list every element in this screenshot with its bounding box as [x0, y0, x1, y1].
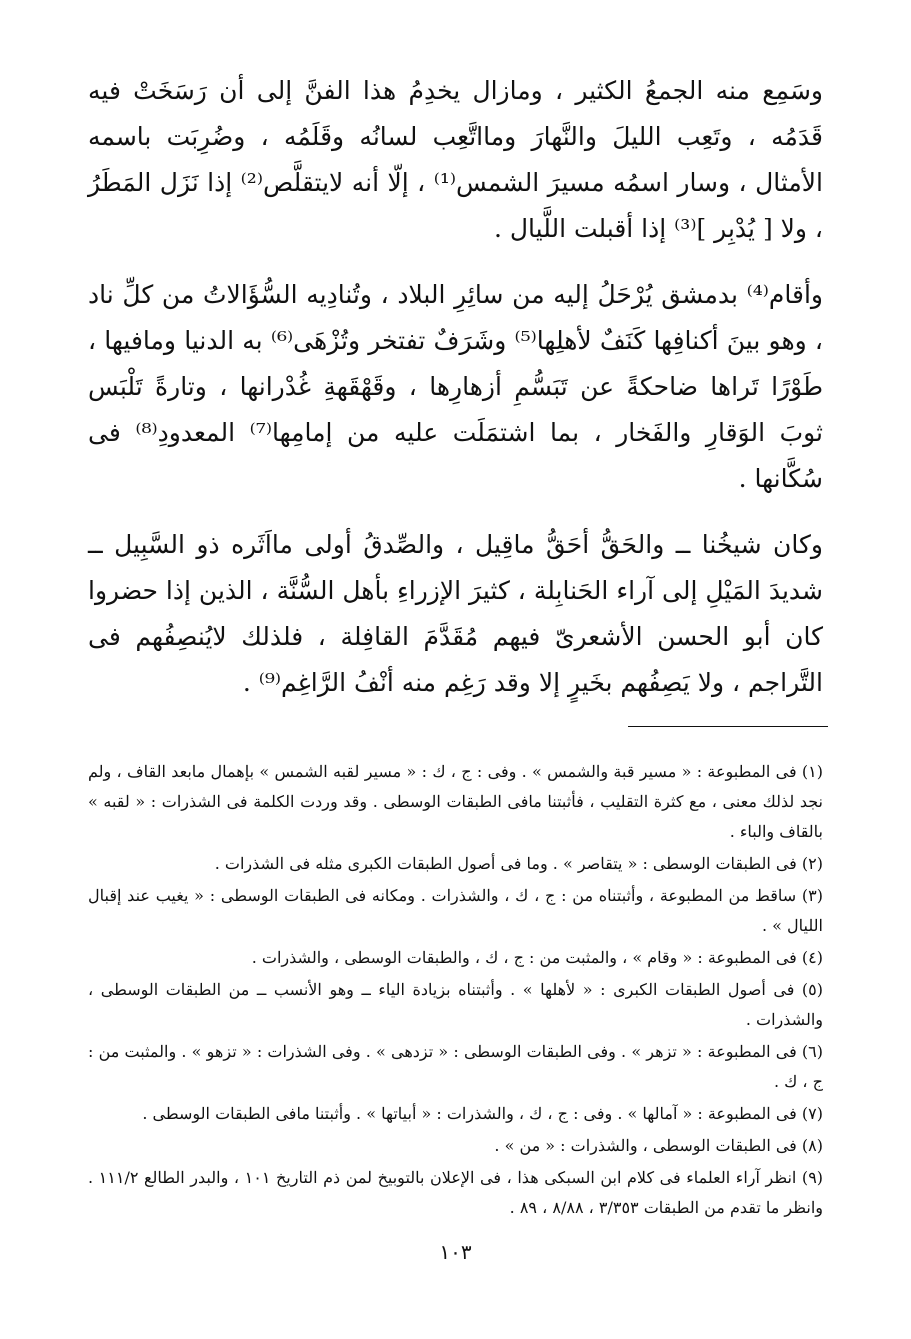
footnote-5: (٥) فى أصول الطبقات الكبرى : « لأهلها » . وأثبتناه بزيادة الياء ــ وهو الأنسب ــ من الطبقات الوسطى ، والشذرات .: [88, 980, 823, 1029]
main-text: [88, 68, 823, 706]
paragraph-2: وأقام⁽⁴⁾ بدمشق يُرْحَلُ إليه من سائِرِ البلاد ، وتُنادِيه السُّؤَالاتُ من كلِّ ناد ، وهو بينَ أكنافِها كَنَفٌ لأهلِها⁽⁵⁾ وشَرَفٌ تفتخر وتُزْهَى⁽⁶⁾ به الدنيا ومافيها ، طَوْرًا تَراها ضاحكةً عن تَبَسُّمِ أزهارِها ، وقَهْقَهةِ غُدْرانها ، وتارةً تَلْبَس ثوبَ الوَقارِ والفَخار ، بما اشتمَلَت عليه من إمامِها⁽⁷⁾ المعدودِ⁽⁸⁾ فى سُكَّانها .: [88, 280, 824, 493]
footnote-separator-wrap: [88, 726, 823, 727]
footnote-2: (٢) فى الطبقات الوسطى : « يتقاصر » . وما فى أصول الطبقات الكبرى مثله فى الشذرات .: [214, 854, 823, 873]
footnote-7: (٧) فى المطبوعة : « آمالها » . وفى : ج ، ك ، والشذرات : « أبياتها » . وأثبتنا مافى الطبقات الوسطى .: [142, 1104, 823, 1123]
paragraph-1: وسَمِع منه الجمعُ الكثير ، ومازال يخدِمُ هذا الفنَّ إلى أن رَسَخَتْ فيه قَدَمُه ، وتَعِب الليلَ والنَّهارَ ومااتَّعِب لسانُه وقَلَمُه ، وضُرِبَت باسمه الأمثال ، وسار اسمُه مسيرَ الشمس⁽¹⁾ ، إلّا أنه لايتقلَّص⁽²⁾ إذا نَزَل المَطَرُ ، ولا [ يُدْبِر ]⁽³⁾ إذا أقبلت اللَّيال .: [88, 76, 823, 243]
page-number: ١٠٣: [439, 1240, 472, 1264]
paragraph-3: وكان شيخُنا ــ والحَقُّ أحَقُّ ماقِيل ، والصِّدقُ أولى مااَثَره ذو السَّبِيل ــ شديدَ المَيْلِ إلى آراء الحَنابِلة ، كثيرَ الإزراءِ بأهل السُّنَّة ، الذين إذا حضروا كان أبو الحسن الأشعرىّ فيهم مُقَدَّمَ القافِلة ، فلذلك لايُنصِفُهم فى التَّراجم ، ولا يَصِفُهم بخَيرٍ إلا وقد رَغِم منه أنْفُ الرَّاغِم⁽⁹⁾ .: [88, 530, 823, 697]
footnote-9: (٩) انظر آراء العلماء فى كلام ابن السبكى هذا ، فى الإعلان بالتوبيخ لمن ذم التاريخ ١٠١ ، والبدر الطالع ١١١/٢ . وانظر ما تقدم من الطبقات ٣/٣٥٣ ، ٨/٨٨ ، ٨٩ .: [88, 1168, 824, 1217]
footnote-4: (٤) فى المطبوعة : « وقام » ، والمثبت من : ج ، ك ، والطبقات الوسطى ، والشذرات .: [251, 948, 823, 967]
footnote-6: (٦) فى المطبوعة : « تزهر » . وفى الطبقات الوسطى : « تزدهى » . وفى الشذرات : « تزهو » . والمثبت من : ج ، ك .: [88, 1042, 823, 1091]
footnote-1: (١) فى المطبوعة : « مسير قبة والشمس » . وفى : ج ، ك : « مسير لقبه الشمس » بإهمال مابعد القاف ، ولم نجد لذلك معنى ، مع كثرة التقليب ، فأثبتنا مافى الطبقات الوسطى . وقد وردت الكلمة فى الشذرات : « لقبه » بالقاف والباء .: [88, 762, 823, 841]
footnotes: [88, 757, 823, 1223]
footnote-3: (٣) ساقط من المطبوعة ، وأثبتناه من : ج ، ك ، والشذرات . ومكانه فى الطبقات الوسطى : « يغيب عند إقبال الليال » .: [88, 886, 823, 935]
footnote-8: (٨) فى الطبقات الوسطى ، والشذرات : « من » .: [494, 1136, 823, 1155]
footnote-separator: [628, 726, 828, 727]
